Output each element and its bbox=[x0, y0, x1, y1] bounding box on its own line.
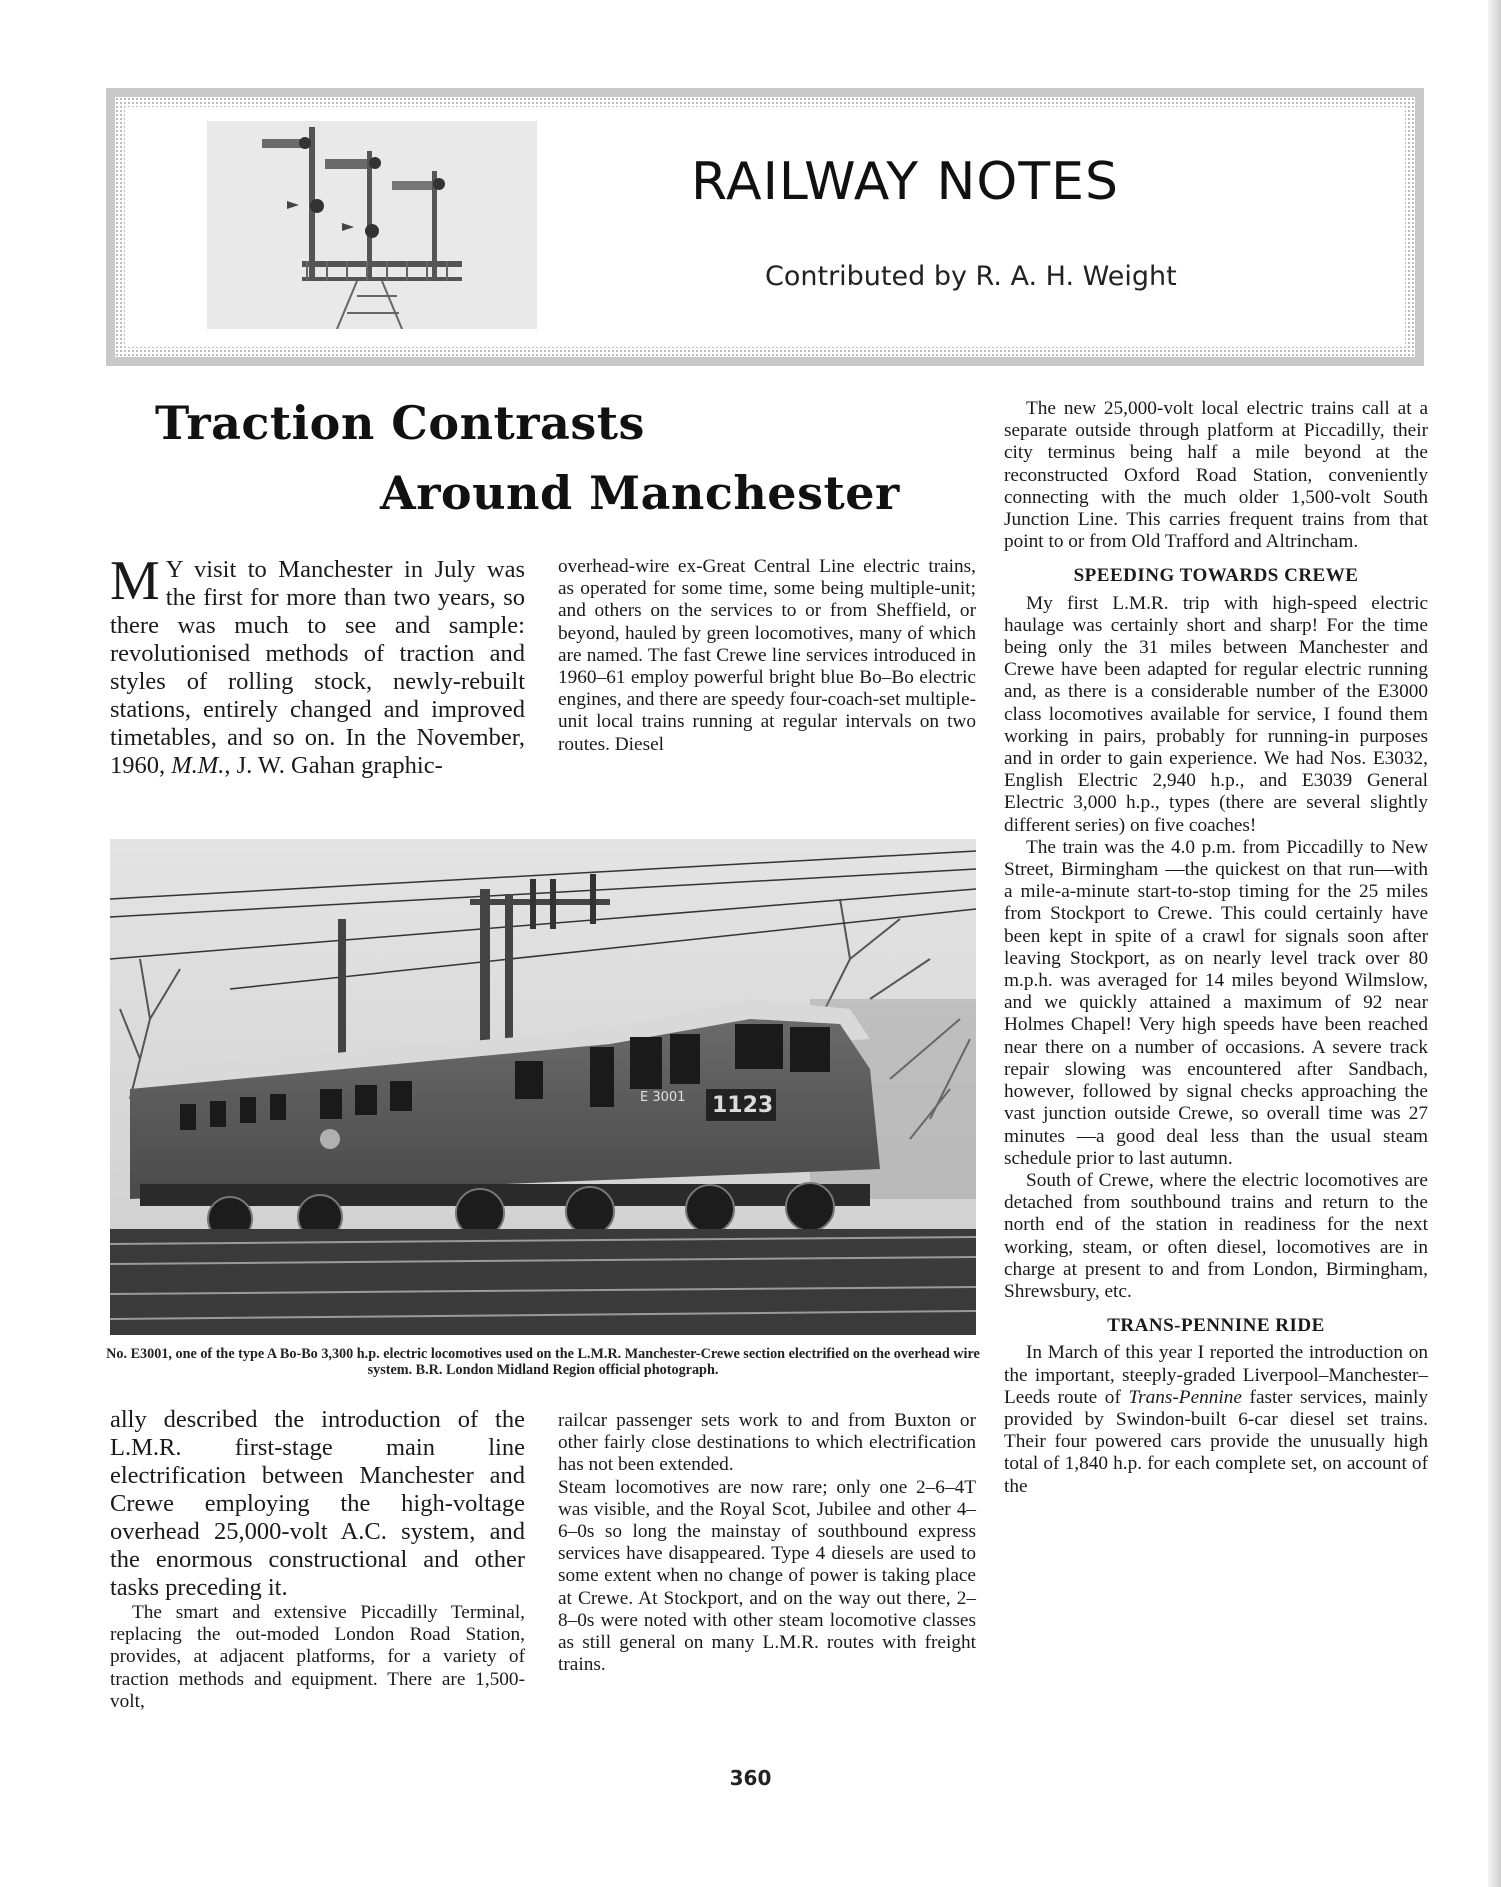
right-p5-text-a: In March of this year I reported the introduction on the important, steeply-graded Liverpool–Manchester–Leeds route of bbox=[1004, 1342, 1428, 1408]
drop-cap: M bbox=[110, 550, 160, 612]
page-edge-shadow bbox=[1488, 0, 1501, 1887]
section-title: RAILWAY NOTES bbox=[691, 152, 1119, 212]
page-number: 360 bbox=[729, 1766, 772, 1790]
headline-line-1: Traction Contrasts bbox=[155, 396, 645, 450]
low-mid-paragraph-1: railcar passenger sets work to and from Buxton or other fairly close destinations to which electrification has not been extended. bbox=[558, 1410, 976, 1476]
locomotive-illustration bbox=[110, 839, 976, 1335]
locomotive-photo bbox=[110, 839, 976, 1335]
lead-text-1: Y visit to Manchester in July was the first for more than two years, so there was much to see and sample: revolutionised methods of traction and styles of rolling stock, newly-rebuilt stations, entirely changed and improved timetables, and so on. In the November, 1960, bbox=[110, 556, 525, 779]
photo-caption: No. E3001, one of the type A Bo-Bo 3,300 h.p. electric locomotives used on the L.M.R. Manchester-Crewe section electrified on the overhead wire system. B.R. London Midland Region official photograph. bbox=[106, 1346, 980, 1378]
right-paragraph-1: The new 25,000-volt local electric trains call at a separate outside through platform at Piccadilly, their city terminus being half a mile beyond at the reconstructed Oxford Road Station, conveniently connecting with the much older 1,500-volt South Junction Line. This carries frequent trains from that point to or from Old Trafford and Altrincham. bbox=[1004, 398, 1428, 553]
trans-pennine-italic: Trans-Pennine bbox=[1128, 1386, 1242, 1408]
lower-left-column bbox=[110, 1406, 525, 1713]
middle-top-text: overhead-wire ex-Great Central Line electric trains, as operated for some time, some being multiple-unit; and others on the services to or from Sheffield, or beyond, hauled by green locomotives, many of which are named. The fast Crewe line services introduced in 1960–61 employ powerful bright blue Bo–Bo electric engines, and there are speedy four-coach-set multiple-unit local trains running at regular intervals on two routes. Diesel bbox=[558, 556, 976, 755]
signal-gantry-illustration bbox=[207, 121, 537, 329]
loco-number: E 3001 bbox=[640, 1090, 686, 1105]
lead-text-2: , J. W. Gahan graphic- bbox=[224, 752, 443, 779]
subheading-trans-pennine: TRANS-PENNINE RIDE bbox=[1107, 1315, 1325, 1337]
magazine-abbrev: M.M. bbox=[171, 752, 225, 779]
right-p5-text-b: faster services, mainly provided by Swindon-built 6-car diesel set trains. Their four powered cars provide the unusually high total of 1,840 h.p. for each complete set, on account of the bbox=[1004, 1386, 1428, 1497]
headline-line-2: Around Manchester bbox=[380, 466, 900, 520]
subheading-speeding: SPEEDING TOWARDS CREWE bbox=[1073, 565, 1359, 587]
loco-headcode: 1123 bbox=[712, 1093, 774, 1118]
low-left-paragraph-1: ally described the introduction of the L.M.R. first-stage main line electrification between Manchester and Crewe employing the high-voltage overhead 25,000-volt A.C. system, and the enormous constructional and other tasks preceding it. bbox=[110, 1406, 525, 1601]
low-mid-paragraph-2: Steam locomotives are now rare; only one 2–6–4T was visible, and the Royal Scot, Jubilee and other 4–6–0s so long the mainstay of southbound express services have disappeared. Type 4 diesels are used to some extent when no change of power is taking place at Crewe. At Stockport, and on the way out there, 2–8–0s were noted with other steam locomotive classes as still general on many L.M.R. routes with freight trains. bbox=[558, 1476, 976, 1676]
right-paragraph-2: My first L.M.R. trip with high-speed electric haulage was certainly short and sharp! For the time being only the 31 miles between Manchester and Crewe have been adapted for regular electric running and, as there is a considerable number of the E3000 class locomotives available for service, I found them working in pairs, probably for running-in purposes and in order to gain experience. We had Nos. E3032, English Electric 2,940 h.p., and E3039 General Electric 3,000 h.p., types (there are several slightly different series) on five coaches! bbox=[1004, 592, 1428, 836]
lower-middle-column bbox=[558, 1410, 976, 1676]
contributor-byline: Contributed by R. A. H. Weight bbox=[765, 261, 1177, 292]
middle-column-top bbox=[558, 556, 976, 756]
right-paragraph-5 bbox=[1004, 1342, 1428, 1497]
right-paragraph-4: South of Crewe, where the electric locomotives are detached from southbound trains and return to the north end of the station in readiness for the next working, steam, or often diesel, locomotives are in charge at present to and from London, Birmingham, Shrewsbury, etc. bbox=[1004, 1169, 1428, 1302]
right-paragraph-3: The train was the 4.0 p.m. from Piccadilly to New Street, Birmingham —the quickest on that run—with a mile-a-minute start-to-stop timing for the 25 miles from Stockport to Crewe. This could certainly have been kept in spite of a crawl for signals soon after leaving Stockport, as on nearly level track over 80 m.p.h. was averaged for 14 miles beyond Wilmslow, and we quickly attained a maximum of 92 near Holmes Chapel! Very high speeds have been reached near there on a number of occasions. A severe track repair slowing was encountered after Sandbach, however, followed by signal checks approaching the vast junction outside Crewe, so overall time was 27 minutes —a good deal less than the usual steam schedule prior to last autumn. bbox=[1004, 836, 1428, 1169]
low-left-paragraph-2: The smart and extensive Piccadilly Terminal, replacing the out-moded London Road Station, provides, at adjacent platforms, for a variety of traction methods and equipment. There are 1,500-volt, bbox=[110, 1602, 525, 1712]
signal-gantry-photo bbox=[207, 121, 537, 329]
header-inner bbox=[125, 107, 1405, 347]
right-column bbox=[1004, 398, 1428, 1498]
lead-paragraph bbox=[110, 550, 525, 780]
header-box bbox=[106, 88, 1424, 366]
